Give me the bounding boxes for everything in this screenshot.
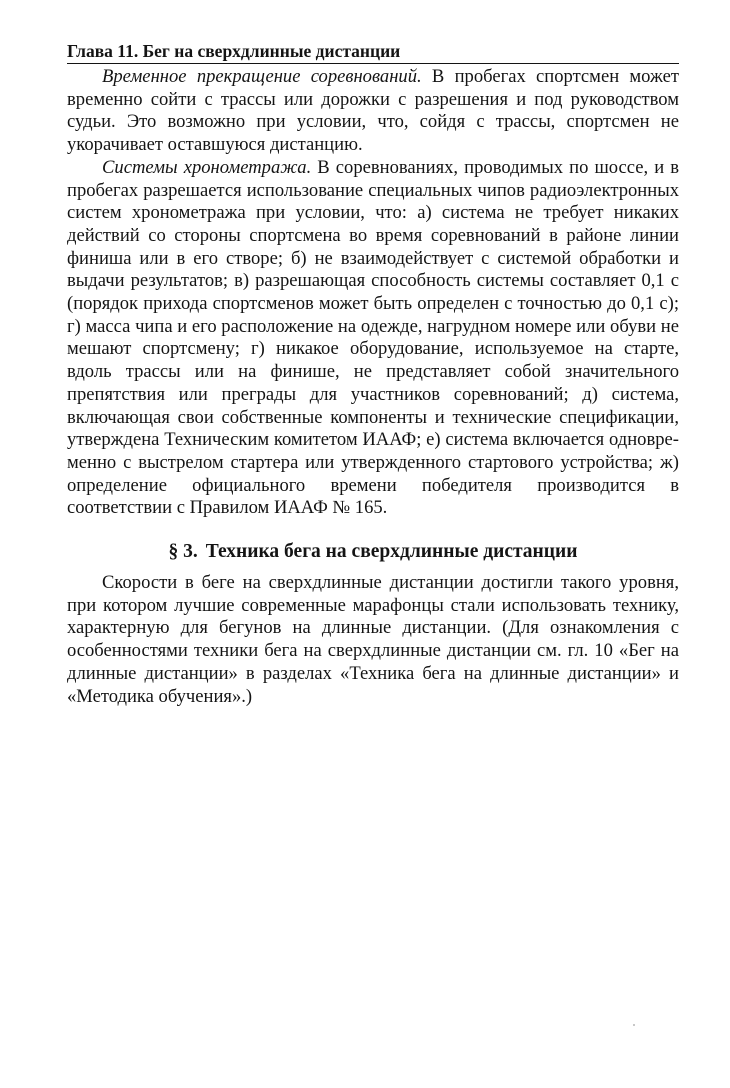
paragraph-temporary-withdrawal [67, 66, 679, 157]
run-in-heading: Временное прекращение соревнований. [102, 66, 422, 87]
paragraph-text: Скорости в беге на сверхдлинные дистанции достигли такого уровня, при котором лучшие современные марафонцы стали использовать технику, характерную для бегунов на длинные дистанции. (Для ознакомления с особенностями техники бега на сверхдлинные дистанции см. гл. 10 «Бег на длинные дистанции» в разделах «Техника бега на длинные дистанции» и «Методика обучения».) [67, 572, 679, 707]
book-page [67, 40, 679, 708]
paragraph-text: В пробегах спортсмен может временно сойти с трассы или дорожки с разрешения и под руководством судьи. Это возможно при условии, что, сойдя с трассы, спортсмен не укорачивает оставшуюся дистанцию. [67, 66, 679, 156]
section-heading [67, 540, 679, 564]
scan-speck [633, 1024, 635, 1026]
section-title: Техника бега на сверхдлинные дистанции [205, 541, 578, 563]
paragraph-technique [67, 572, 679, 708]
run-in-heading: Системы хронометража. [102, 156, 312, 178]
body-text [67, 66, 679, 708]
section-number: § 3. [168, 541, 198, 563]
paragraph-text: В соревнованиях, проводимых по шоссе, и в пробегах разрешается использование специальных чипов радиоэлектронных систем хронометража при условии, что: а) система не требует никаких действий со стороны спортсмена во время соревнований в районе линии финиша или в его створе; б) не взаимодействует с системой обработки и выдачи результатов; в) разрешающая способность системы составляет 0,1 с (порядок прихода спортсменов может быть определен с точностью до 0,1 с); г) масса чипа и его расположение на одежде, нагрудном номере или обуви не мешают спортсмену; г) никакое оборудование, используемое на старте, вдоль трассы или на финише, не представляет собой значительного препятствия или преграды для участников соревнований; д) система, включающая свои собственные компоненты и технические спецификации, утверждена Техническим комитетом ИААФ; е) система включается одновременно с выстрелом стартера или утвержденного стартового устройства; ж) определение официального времени победителя производится в соответствии с Правилом ИААФ № 165. [67, 156, 680, 519]
running-head: Глава 11. Бег на сверхдлинные дистанции [67, 40, 679, 64]
paragraph-timing-systems [67, 157, 679, 520]
